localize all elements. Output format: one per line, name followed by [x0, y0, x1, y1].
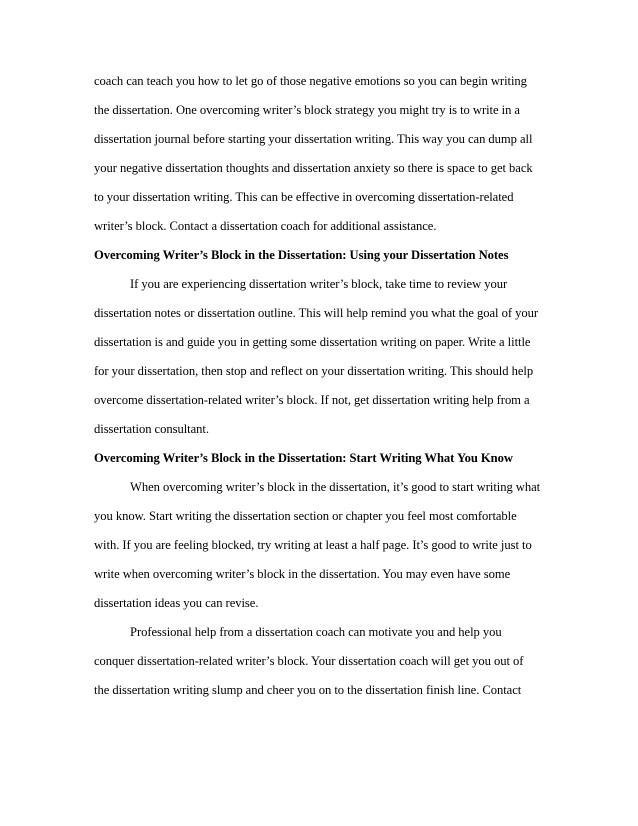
paragraph-line: overcome dissertation-related writer’s block. If not, get dissertation writing help from a [94, 393, 530, 407]
paragraph-line: If you are experiencing dissertation writer’s block, take time to review your [130, 277, 508, 291]
section-heading: Overcoming Writer’s Block in the Dissertation: Start Writing What You Know [94, 451, 513, 465]
paragraph-line: When overcoming writer’s block in the dissertation, it’s good to start writing what [130, 480, 541, 494]
paragraph-line: dissertation journal before starting your dissertation writing. This way you can dump all [94, 132, 533, 146]
paragraph-line: writer’s block. Contact a dissertation coach for additional assistance. [94, 219, 437, 233]
paragraph-line: the dissertation writing slump and cheer you on to the dissertation finish line. Contact [94, 683, 522, 697]
paragraph-line: your negative dissertation thoughts and dissertation anxiety so there is space to get back [94, 161, 533, 175]
paragraph-line: Professional help from a dissertation coach can motivate you and help you [130, 625, 502, 639]
paragraph-line: dissertation consultant. [94, 422, 209, 436]
paragraph-line: to your dissertation writing. This can be effective in overcoming dissertation-related [94, 190, 514, 204]
paragraph-line: for your dissertation, then stop and reflect on your dissertation writing. This should help [94, 364, 534, 378]
section-heading: Overcoming Writer’s Block in the Dissertation: Using your Dissertation Notes [94, 248, 509, 262]
paragraph-line: write when overcoming writer’s block in the dissertation. You may even have some [94, 567, 511, 581]
paragraph-line: dissertation ideas you can revise. [94, 596, 259, 610]
paragraph-line: conquer dissertation-related writer’s block. Your dissertation coach will get you out of [94, 654, 524, 668]
paragraph-line: dissertation notes or dissertation outline. This will help remind you what the goal of your [94, 306, 538, 320]
paragraph-line: you know. Start writing the dissertation section or chapter you feel most comfortable [94, 509, 517, 523]
paragraph-line: dissertation is and guide you in getting some dissertation writing on paper. Write a little [94, 335, 531, 349]
paragraph-line: coach can teach you how to let go of those negative emotions so you can begin writing [94, 74, 527, 88]
paragraph-line: the dissertation. One overcoming writer’s block strategy you might try is to write in a [94, 103, 520, 117]
paragraph-line: with. If you are feeling blocked, try writing at least a half page. It’s good to write just to [94, 538, 532, 552]
